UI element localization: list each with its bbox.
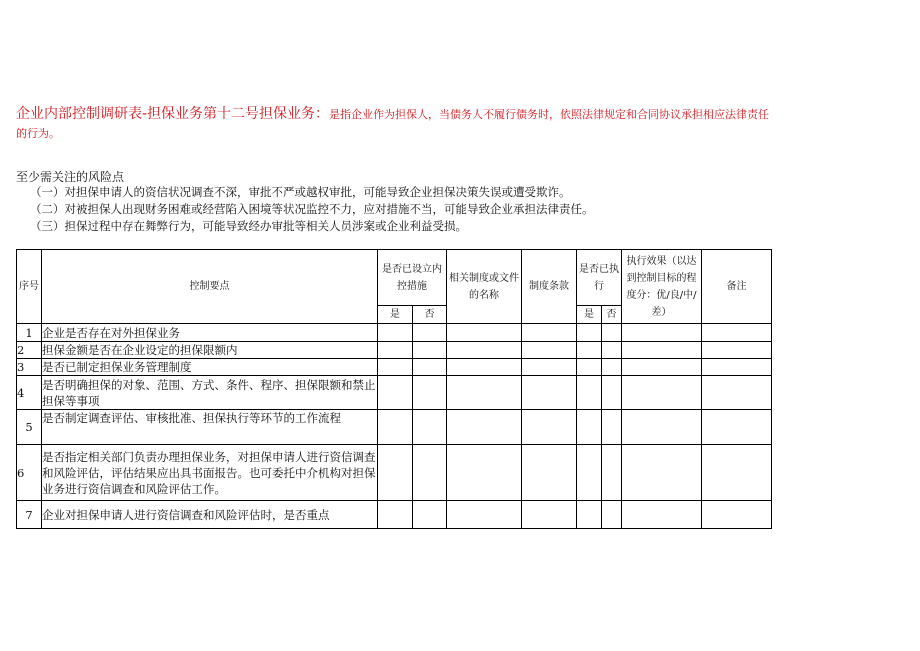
risk-item: （二）对被担保人出现财务困难或经营陷入困境等状况监控不力，应对措施不当，可能导致企业承担法律责任。	[30, 202, 594, 216]
header-established: 是否已设立内控措施	[378, 250, 447, 306]
title-description: 是指企业作为担保人，当债务人不履行债务时，依照法律规定和合同协议承担相应法律责任的行为。	[16, 108, 770, 140]
title-main: 企业内部控制调研表-担保业务第十二号担保业务：	[16, 106, 330, 122]
row-number: 3	[17, 359, 42, 376]
header-remark: 备注	[702, 250, 772, 324]
document-title	[16, 104, 776, 142]
row-control-point: 是否明确担保的对象、范围、方式、条件、程序、担保限额和禁止担保等事项	[42, 377, 376, 408]
row-control-point: 企业是否存在对外担保业务	[42, 324, 378, 342]
row-number: 4	[17, 376, 42, 410]
row-control-point: 企业对担保申请人进行资信调查和风险评估时，是否重点	[42, 501, 378, 529]
table-row	[17, 324, 772, 342]
header-effect: 执行效果（以达到控制目标的程度分：优/良/中/差）	[622, 250, 702, 324]
row-number: 1	[17, 324, 42, 342]
table-row	[17, 359, 772, 376]
row-number: 6	[17, 445, 42, 501]
table-row	[17, 376, 772, 410]
risk-item: （三）担保过程中存在舞弊行为，可能导致经办审批等相关人员涉案或企业利益受损。	[30, 219, 467, 233]
table-row	[17, 410, 772, 445]
row-number: 2	[17, 342, 42, 359]
table-row	[17, 445, 772, 501]
control-table	[16, 249, 772, 529]
header-established-yes: 是	[378, 306, 413, 324]
row-number: 5	[17, 410, 42, 445]
risk-item: （一）对担保申请人的资信状况调查不深，审批不严或越权审批，可能导致企业担保决策失误或遭受欺诈。	[30, 185, 571, 199]
row-control-point: 担保金额是否在企业设定的担保限额内	[42, 342, 378, 359]
header-established-no: 否	[413, 306, 447, 324]
table-row	[17, 342, 772, 359]
header-control-point: 控制要点	[42, 250, 378, 324]
header-executed: 是否已执行	[577, 250, 622, 306]
header-seq: 序号	[17, 250, 42, 324]
row-control-point: 是否制定调查评估、审核批准、担保执行等环节的工作流程	[42, 410, 378, 445]
row-control-point: 是否指定相关部门负责办理担保业务，对担保申请人进行资信调查和风险评估，评估结果应出具书面报告。也可委托中介机构对担保业务进行资信调查和风险评估工作。	[42, 445, 378, 501]
risk-list	[30, 184, 594, 235]
header-executed-no: 否	[602, 306, 622, 324]
row-number: 7	[17, 501, 42, 529]
header-executed-yes: 是	[577, 306, 602, 324]
header-clause: 制度条款	[522, 250, 577, 324]
header-related-docs: 相关制度或文件的名称	[447, 250, 522, 324]
row-control-point: 是否已制定担保业务管理制度	[42, 359, 378, 376]
risk-heading: 至少需关注的风险点	[16, 170, 125, 184]
table-row	[17, 501, 772, 529]
